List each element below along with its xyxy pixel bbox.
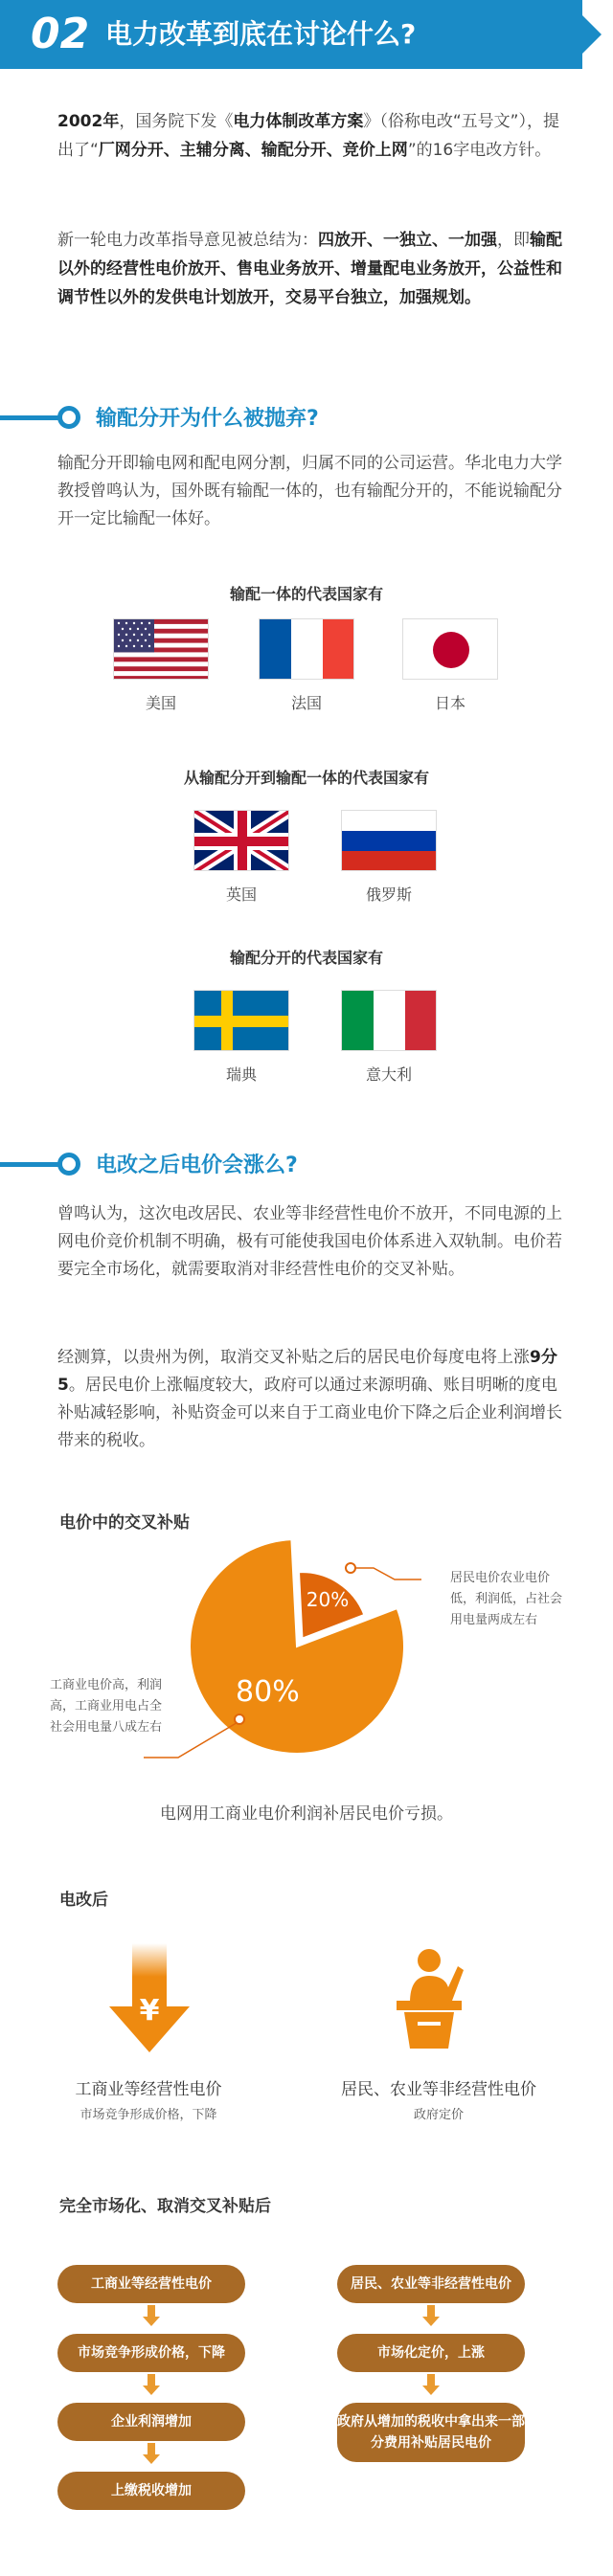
flow-arrow-stem [427, 2374, 435, 2386]
flow-left-step-3: 企业利润增加 [57, 2403, 245, 2441]
pie-slice-label: 20% [306, 1587, 350, 1611]
subsection-2-title: 电改之后电价会涨么? [96, 1154, 298, 1177]
after-left-sub: 市场竞争形成价格，下降 [79, 2108, 217, 2122]
country-label: 美国 [145, 694, 176, 712]
flow-arrow-stem [148, 2305, 155, 2317]
flow-left-step-2: 市场竞争形成价格，下降 [57, 2334, 245, 2372]
italy-flag-icon [341, 990, 437, 1051]
group-2-title: 从输配分开到输配一体的代表国家有 [183, 769, 429, 787]
pie-slice-label: 80% [236, 1674, 300, 1709]
flow-right-step-3: 政府从增加的税收中拿出来一部分费用补贴居民电价 [337, 2403, 525, 2462]
flow-arrow-stem [427, 2305, 435, 2317]
flow-down-arrow-icon [143, 2317, 160, 2326]
country-label: 法国 [290, 694, 322, 712]
banner-arrow-shape [567, 0, 602, 69]
country-label: 意大利 [365, 1065, 412, 1084]
subsection-1-line [0, 415, 59, 420]
country-label: 瑞典 [225, 1065, 257, 1084]
uk-flag-icon [193, 810, 289, 871]
france-flag-icon [259, 618, 354, 680]
chart-caption: 电网用工商业电价利润补居民电价亏损。 [160, 1804, 453, 1824]
sweden-flag-icon [193, 990, 289, 1051]
intro-paragraph-1: 2002年，国务院下发《电力体制改革方案》（俗称电改“五号文”），提出了“厂网分开、主辅分离、输配分开、竞价上网”的16字电改方针。 [57, 112, 559, 160]
group-1-title: 输配一体的代表国家有 [229, 585, 383, 603]
chart-title: 电价中的交叉补贴 [59, 1513, 190, 1533]
flow-right-step-2: 市场化定价，上涨 [337, 2334, 525, 2372]
country-label: 英国 [225, 885, 257, 904]
after-left-title: 工商业等经营性电价 [75, 2080, 222, 2099]
group-3-title: 输配分开的代表国家有 [229, 949, 383, 967]
subsection-2-paragraph-2: 经测算，以贵州为例，取消交叉补贴之后的居民电价每度电将上涨9分5。居民电价上涨幅度较大，政府可以通过来源明确、账目明晰的度电补贴减轻影响，补贴资金可以来自于工商业电价下降之后企业利润增长带来的税收。 [57, 1348, 562, 1450]
flow-down-arrow-icon [422, 2386, 440, 2395]
callout-industrial: 工商业电价高，利润高，工商业用电占全社会用电量八成左右 [50, 1678, 163, 1735]
after-right-title: 居民、农业等非经营性电价 [341, 2080, 536, 2099]
subsection-1-dot [57, 406, 80, 429]
subsection-2-dot [57, 1153, 80, 1176]
subsection-2-line [0, 1162, 59, 1167]
intro-paragraph-2: 新一轮电力改革指导意见被总结为：四放开、一独立、一加强，即输配以外的经营性电价放开、售电业务放开、增量配电业务放开，公益性和调节性以外的发供电计划放开，交易平台独立，加强规划。 [57, 231, 562, 307]
flow-left-step-4: 上缴税收增加 [57, 2472, 245, 2510]
flow-arrow-stem [148, 2443, 155, 2454]
flow-left-step-1: 工商业等经营性电价 [57, 2265, 245, 2303]
japan-flag-icon [402, 618, 498, 680]
price-down-arrow-icon [103, 1943, 195, 2058]
full-market-title: 完全市场化、取消交叉补贴后 [59, 2197, 271, 2216]
flow-right-step-1: 居民、农业等非经营性电价 [337, 2265, 525, 2303]
subsection-2-paragraph-1: 曾鸣认为，这次电改居民、农业等非经营性电价不放开，不同电源的上网电价竞价机制不明确，极有可能使我国电价体系进入双轨制。电价若要完全市场化，就需要取消对非经营性电价的交叉补贴。 [57, 1204, 562, 1279]
usa-flag-icon [113, 618, 209, 680]
subsection-1-title: 输配分开为什么被抛弃? [96, 407, 319, 431]
after-right-sub: 政府定价 [413, 2108, 464, 2122]
flow-down-arrow-icon [422, 2317, 440, 2326]
country-label: 俄罗斯 [365, 885, 412, 904]
section-number: 02 [31, 10, 90, 58]
callout-residential: 居民电价农业电价低，利润低，占社会用电量两成左右 [450, 1571, 563, 1627]
section-title: 电力改革到底在讨论什么? [105, 18, 417, 50]
flow-arrow-stem [148, 2374, 155, 2386]
country-label: 日本 [434, 694, 465, 712]
flow-down-arrow-icon [143, 2454, 160, 2464]
svg-text:¥: ¥ [139, 1994, 160, 2027]
flow-down-arrow-icon [143, 2386, 160, 2395]
subsection-1-text: 输配分开即输电网和配电网分割，归属不同的公司运营。华北电力大学教授曾鸣认为，国外既有输配一体的，也有输配分开的，不能说输配分开一定比输配一体好。 [57, 454, 562, 528]
after-reform-title: 电改后 [59, 1891, 108, 1910]
russia-flag-icon [341, 810, 437, 871]
government-speaker-icon [389, 1945, 469, 2050]
